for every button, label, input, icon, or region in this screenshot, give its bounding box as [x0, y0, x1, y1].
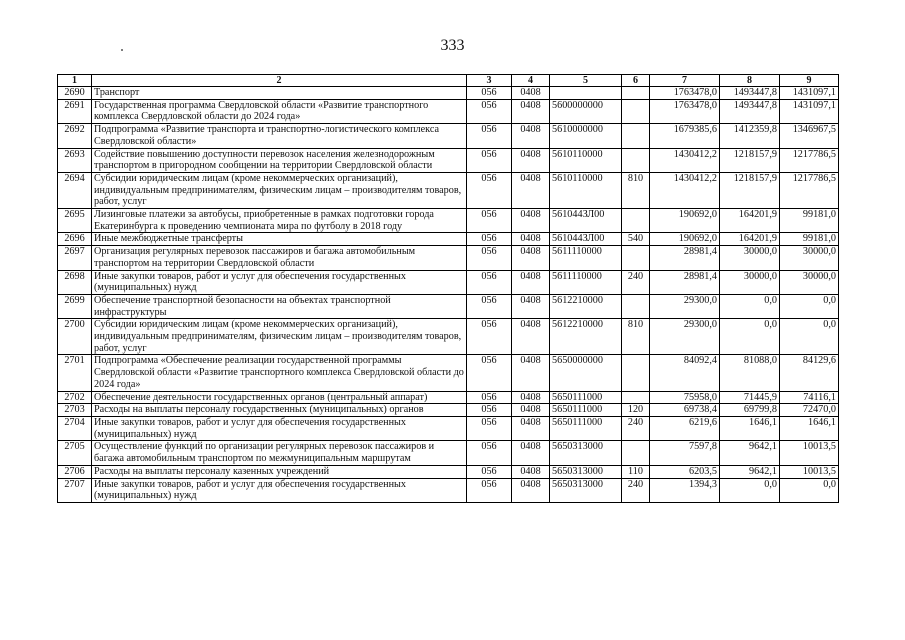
amount-col9-cell: 99181,0: [780, 209, 839, 233]
item-name-cell: Иные межбюджетные трансферты: [92, 233, 467, 246]
department-code-cell: 056: [467, 294, 512, 318]
section-code-cell: 0408: [512, 233, 550, 246]
amount-col8-cell: 1493447,8: [720, 99, 780, 123]
amount-col8-cell: 1646,1: [720, 416, 780, 440]
amount-col7-cell: 29300,0: [650, 319, 720, 355]
expense-type-cell: [622, 209, 650, 233]
row-number-cell: 2694: [58, 172, 92, 208]
row-number-cell: 2701: [58, 355, 92, 391]
amount-col9-cell: 1431097,1: [780, 87, 839, 100]
amount-col7-cell: 7597,8: [650, 441, 720, 465]
department-code-cell: 056: [467, 416, 512, 440]
row-number-cell: 2693: [58, 148, 92, 172]
amount-col8-cell: 30000,0: [720, 270, 780, 294]
department-code-cell: 056: [467, 465, 512, 478]
amount-col7-cell: 1763478,0: [650, 87, 720, 100]
target-code-cell: 5650111000: [550, 391, 622, 404]
amount-col8-cell: 81088,0: [720, 355, 780, 391]
header-cell: 8: [720, 75, 780, 87]
amount-col8-cell: 0,0: [720, 478, 780, 502]
stray-mark: [121, 49, 123, 51]
amount-col8-cell: 9642,1: [720, 465, 780, 478]
amount-col9-cell: 1217786,5: [780, 148, 839, 172]
header-cell: 3: [467, 75, 512, 87]
department-code-cell: 056: [467, 233, 512, 246]
amount-col9-cell: 30000,0: [780, 246, 839, 270]
amount-col7-cell: 1394,3: [650, 478, 720, 502]
amount-col8-cell: 1412359,8: [720, 124, 780, 148]
target-code-cell: 5612210000: [550, 319, 622, 355]
target-code-cell: 5650313000: [550, 478, 622, 502]
amount-col9-cell: 10013,5: [780, 441, 839, 465]
amount-col9-cell: 1646,1: [780, 416, 839, 440]
amount-col8-cell: 0,0: [720, 294, 780, 318]
row-number-cell: 2692: [58, 124, 92, 148]
department-code-cell: 056: [467, 124, 512, 148]
target-code-cell: 561044ЗЛ00: [550, 209, 622, 233]
amount-col9-cell: 1217786,5: [780, 172, 839, 208]
department-code-cell: 056: [467, 99, 512, 123]
amount-col7-cell: 69738,4: [650, 404, 720, 417]
table-row: [58, 124, 839, 148]
table-row: [58, 87, 839, 100]
target-code-cell: [550, 87, 622, 100]
row-number-cell: 2704: [58, 416, 92, 440]
item-name-cell: Иные закупки товаров, работ и услуг для обеспечения государственных (муниципальных) нужд: [92, 270, 467, 294]
item-name-cell: Организация регулярных перевозок пассажиров и багажа автомобильным транспортом на территории Свердловской области: [92, 246, 467, 270]
section-code-cell: 0408: [512, 124, 550, 148]
table-row: [58, 416, 839, 440]
amount-col7-cell: 28981,4: [650, 246, 720, 270]
section-code-cell: 0408: [512, 148, 550, 172]
table-row: [58, 441, 839, 465]
target-code-cell: 5612210000: [550, 294, 622, 318]
amount-col9-cell: 0,0: [780, 319, 839, 355]
item-name-cell: Расходы на выплаты персоналу казенных учреждений: [92, 465, 467, 478]
table-row: [58, 478, 839, 502]
department-code-cell: 056: [467, 441, 512, 465]
item-name-cell: Транспорт: [92, 87, 467, 100]
header-cell: 1: [58, 75, 92, 87]
row-number-cell: 2691: [58, 99, 92, 123]
target-code-cell: 5600000000: [550, 99, 622, 123]
table-row: [58, 209, 839, 233]
item-name-cell: Содействие повышению доступности перевозок населения железнодорожным транспортом в пригородном сообщении на территории Свердловской области: [92, 148, 467, 172]
amount-col8-cell: 1218157,9: [720, 172, 780, 208]
expense-type-cell: 240: [622, 416, 650, 440]
header-cell: 2: [92, 75, 467, 87]
expense-type-cell: [622, 87, 650, 100]
table-row: [58, 404, 839, 417]
amount-col8-cell: 9642,1: [720, 441, 780, 465]
department-code-cell: 056: [467, 391, 512, 404]
expense-type-cell: 240: [622, 478, 650, 502]
amount-col9-cell: 1346967,5: [780, 124, 839, 148]
section-code-cell: 0408: [512, 404, 550, 417]
expense-type-cell: 120: [622, 404, 650, 417]
row-number-cell: 2707: [58, 478, 92, 502]
expense-type-cell: [622, 355, 650, 391]
row-number-cell: 2699: [58, 294, 92, 318]
row-number-cell: 2700: [58, 319, 92, 355]
expense-type-cell: [622, 99, 650, 123]
department-code-cell: 056: [467, 404, 512, 417]
amount-col9-cell: 72470,0: [780, 404, 839, 417]
amount-col7-cell: 1679385,6: [650, 124, 720, 148]
table-row: [58, 270, 839, 294]
table-row: [58, 319, 839, 355]
expense-type-cell: [622, 441, 650, 465]
target-code-cell: 5610110000: [550, 172, 622, 208]
department-code-cell: 056: [467, 246, 512, 270]
amount-col8-cell: 1218157,9: [720, 148, 780, 172]
expense-type-cell: 540: [622, 233, 650, 246]
section-code-cell: 0408: [512, 172, 550, 208]
section-code-cell: 0408: [512, 355, 550, 391]
amount-col7-cell: 190692,0: [650, 209, 720, 233]
expense-type-cell: [622, 246, 650, 270]
amount-col9-cell: 74116,1: [780, 391, 839, 404]
department-code-cell: 056: [467, 319, 512, 355]
target-code-cell: 5650313000: [550, 465, 622, 478]
target-code-cell: 5610000000: [550, 124, 622, 148]
section-code-cell: 0408: [512, 441, 550, 465]
target-code-cell: 5650000000: [550, 355, 622, 391]
expense-type-cell: 810: [622, 319, 650, 355]
amount-col9-cell: 10013,5: [780, 465, 839, 478]
amount-col7-cell: 1430412,2: [650, 148, 720, 172]
department-code-cell: 056: [467, 148, 512, 172]
section-code-cell: 0408: [512, 294, 550, 318]
row-number-cell: 2696: [58, 233, 92, 246]
amount-col8-cell: 30000,0: [720, 246, 780, 270]
department-code-cell: 056: [467, 209, 512, 233]
item-name-cell: Субсидии юридическим лицам (кроме некоммерческих организаций), индивидуальным предпринимателям, физическим лицам – производителям товаров, работ, услуг: [92, 319, 467, 355]
table-row: [58, 99, 839, 123]
department-code-cell: 056: [467, 87, 512, 100]
department-code-cell: 056: [467, 355, 512, 391]
row-number-cell: 2690: [58, 87, 92, 100]
item-name-cell: Обеспечение деятельности государственных органов (центральный аппарат): [92, 391, 467, 404]
item-name-cell: Подпрограмма «Обеспечение реализации государственной программы Свердловской области «Развитие транспортного комплекса Свердловской области до 2024 года»: [92, 355, 467, 391]
amount-col7-cell: 28981,4: [650, 270, 720, 294]
table-body: [58, 87, 839, 503]
expense-type-cell: 810: [622, 172, 650, 208]
budget-table: [57, 74, 839, 503]
amount-col8-cell: 1493447,8: [720, 87, 780, 100]
table-row: [58, 355, 839, 391]
department-code-cell: 056: [467, 270, 512, 294]
amount-col9-cell: 84129,6: [780, 355, 839, 391]
section-code-cell: 0408: [512, 270, 550, 294]
table-row: [58, 294, 839, 318]
expense-type-cell: [622, 391, 650, 404]
row-number-cell: 2698: [58, 270, 92, 294]
amount-col7-cell: 1763478,0: [650, 99, 720, 123]
table-row: [58, 465, 839, 478]
item-name-cell: Иные закупки товаров, работ и услуг для обеспечения государственных (муниципальных) нужд: [92, 416, 467, 440]
header-cell: 7: [650, 75, 720, 87]
row-number-cell: 2695: [58, 209, 92, 233]
amount-col7-cell: 190692,0: [650, 233, 720, 246]
table-row: [58, 233, 839, 246]
expense-type-cell: [622, 124, 650, 148]
target-code-cell: 561044ЗЛ00: [550, 233, 622, 246]
amount-col7-cell: 84092,4: [650, 355, 720, 391]
item-name-cell: Лизинговые платежи за автобусы, приобретенные в рамках подготовки города Екатеринбурга к проведению чемпионата мира по футболу в 2018 году: [92, 209, 467, 233]
header-cell: 9: [780, 75, 839, 87]
section-code-cell: 0408: [512, 209, 550, 233]
target-code-cell: 5611110000: [550, 246, 622, 270]
section-code-cell: 0408: [512, 99, 550, 123]
row-number-cell: 2702: [58, 391, 92, 404]
item-name-cell: Подпрограмма «Развитие транспорта и транспортно-логистического комплекса Свердловской области»: [92, 124, 467, 148]
row-number-cell: 2706: [58, 465, 92, 478]
amount-col9-cell: 99181,0: [780, 233, 839, 246]
section-code-cell: 0408: [512, 319, 550, 355]
department-code-cell: 056: [467, 172, 512, 208]
amount-col8-cell: 164201,9: [720, 233, 780, 246]
expense-type-cell: 110: [622, 465, 650, 478]
amount-col7-cell: 1430412,2: [650, 172, 720, 208]
item-name-cell: Осуществление функций по организации регулярных перевозок пассажиров и багажа автомобильным транспортом по межмуниципальным маршрутам: [92, 441, 467, 465]
expense-type-cell: [622, 294, 650, 318]
amount-col9-cell: 0,0: [780, 294, 839, 318]
section-code-cell: 0408: [512, 478, 550, 502]
item-name-cell: Иные закупки товаров, работ и услуг для обеспечения государственных (муниципальных) нужд: [92, 478, 467, 502]
section-code-cell: 0408: [512, 416, 550, 440]
item-name-cell: Расходы на выплаты персоналу государственных (муниципальных) органов: [92, 404, 467, 417]
target-code-cell: 5650111000: [550, 416, 622, 440]
section-code-cell: 0408: [512, 246, 550, 270]
section-code-cell: 0408: [512, 391, 550, 404]
item-name-cell: Субсидии юридическим лицам (кроме некоммерческих организаций), индивидуальным предпринимателям, физическим лицам – производителям товаров, работ, услуг: [92, 172, 467, 208]
expense-type-cell: 240: [622, 270, 650, 294]
department-code-cell: 056: [467, 478, 512, 502]
target-code-cell: 5650313000: [550, 441, 622, 465]
target-code-cell: 5610110000: [550, 148, 622, 172]
header-cell: 4: [512, 75, 550, 87]
amount-col7-cell: 75958,0: [650, 391, 720, 404]
row-number-cell: 2705: [58, 441, 92, 465]
expense-type-cell: [622, 148, 650, 172]
header-cell: 6: [622, 75, 650, 87]
amount-col7-cell: 6219,6: [650, 416, 720, 440]
amount-col8-cell: 69799,8: [720, 404, 780, 417]
row-number-cell: 2703: [58, 404, 92, 417]
item-name-cell: Обеспечение транспортной безопасности на объектах транспортной инфраструктуры: [92, 294, 467, 318]
amount-col7-cell: 29300,0: [650, 294, 720, 318]
table-row: [58, 172, 839, 208]
header-row: [58, 75, 839, 87]
amount-col8-cell: 164201,9: [720, 209, 780, 233]
amount-col8-cell: 0,0: [720, 319, 780, 355]
amount-col7-cell: 6203,5: [650, 465, 720, 478]
item-name-cell: Государственная программа Свердловской области «Развитие транспортного комплекса Свердловской области до 2024 года»: [92, 99, 467, 123]
table-row: [58, 246, 839, 270]
amount-col8-cell: 71445,9: [720, 391, 780, 404]
table-row: [58, 391, 839, 404]
header-cell: 5: [550, 75, 622, 87]
amount-col9-cell: 30000,0: [780, 270, 839, 294]
section-code-cell: 0408: [512, 87, 550, 100]
table-row: [58, 148, 839, 172]
target-code-cell: 5650111000: [550, 404, 622, 417]
page-number: 333: [440, 37, 465, 54]
target-code-cell: 5611110000: [550, 270, 622, 294]
amount-col9-cell: 0,0: [780, 478, 839, 502]
section-code-cell: 0408: [512, 465, 550, 478]
row-number-cell: 2697: [58, 246, 92, 270]
amount-col9-cell: 1431097,1: [780, 99, 839, 123]
